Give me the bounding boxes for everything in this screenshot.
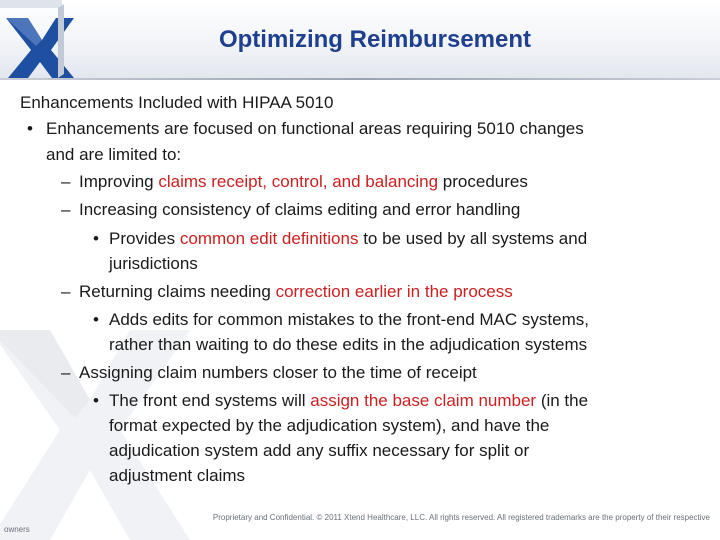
dash-marker: – (61, 172, 71, 191)
bullet-marker: • (93, 229, 99, 248)
subsub-claim-number-line-2: format expected by the adjudication system), and have the (109, 416, 550, 435)
subsub-claim-number-line-4: adjustment claims (109, 466, 246, 485)
subsub-edit-definitions (109, 226, 587, 252)
footer-copyright: Proprietary and Confidential. © 2011 Xtend Healthcare, LLC. All rights reserved. All registered trademarks are the property of their respective (212, 513, 710, 522)
text-segment: Improving (79, 172, 159, 191)
text-segment: The front end systems will (109, 391, 311, 410)
text-segment: (in the (536, 391, 589, 410)
subsub-claim-number (109, 388, 588, 414)
text-segment: Returning claims needing (79, 282, 276, 301)
highlight-text: assign the base claim number (310, 391, 537, 410)
footer-copyright-continuation: owners (4, 525, 30, 534)
text-segment: to be used by all systems and (358, 229, 588, 248)
subsub-edit-definitions-line-2: jurisdictions (109, 254, 198, 273)
bullet-marker: • (93, 310, 99, 329)
subitem-returning (79, 279, 513, 305)
subitem-improving (79, 169, 528, 195)
header-divider (0, 78, 720, 80)
bullet-marker: • (93, 391, 99, 410)
highlight-text: claims receipt, control, and balancing (158, 172, 439, 191)
dash-marker: – (61, 200, 71, 219)
dash-marker: – (61, 363, 71, 382)
bullet-marker: • (27, 119, 33, 138)
text-segment: Provides (109, 229, 180, 248)
dash-marker: – (61, 282, 71, 301)
highlight-text: common edit definitions (179, 229, 359, 248)
subsub-claim-number-line-3: adjudication system add any suffix necessary for split or (109, 441, 530, 460)
subsub-front-end-edits: Adds edits for common mistakes to the front-end MAC systems, (109, 310, 589, 329)
bullet-1-line-2: and are limited to: (46, 145, 182, 164)
subitem-consistency: Increasing consistency of claims editing and error handling (79, 200, 521, 219)
subitem-assigning: Assigning claim numbers closer to the time of receipt (79, 363, 477, 382)
subsub-front-end-edits-line-2: rather than waiting to do these edits in the adjudication systems (109, 335, 588, 354)
heading: Enhancements Included with HIPAA 5010 (20, 93, 334, 112)
bullet-1-line-1: Enhancements are focused on functional areas requiring 5010 changes (46, 119, 584, 138)
highlight-text: correction earlier in the process (275, 282, 513, 301)
text-segment: procedures (438, 172, 528, 191)
slide-title: Optimizing Reimbursement (218, 26, 532, 53)
